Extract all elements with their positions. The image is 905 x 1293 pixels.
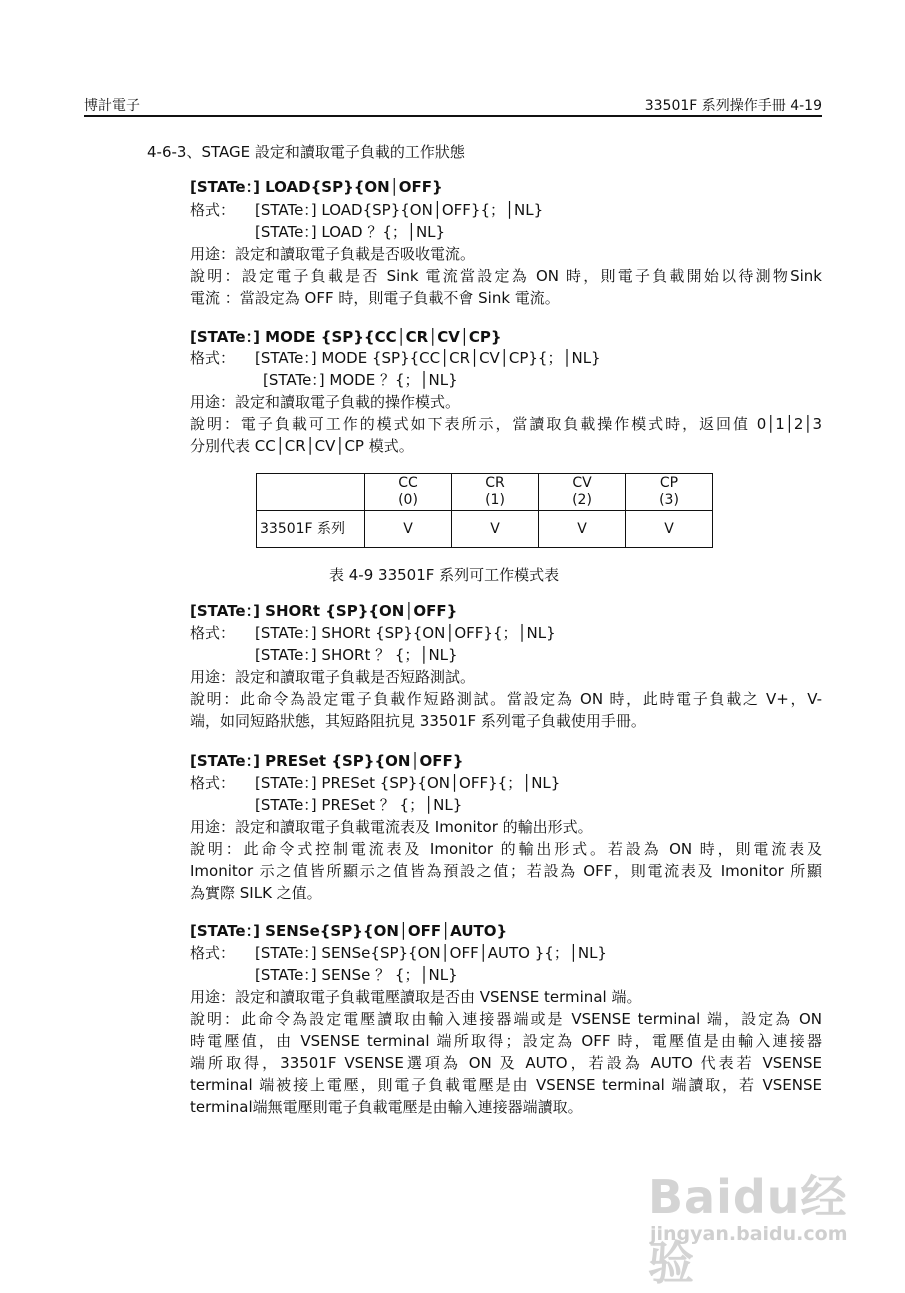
command-heading-load: [STATe：] LOAD{SP}{ON│OFF} — [190, 178, 443, 196]
usage-text: 用途：設定和讀取電子負載電壓讀取是否由 VSENSE terminal 端。 — [190, 988, 642, 1006]
format-line-set: [STATe：] MODE {SP}{CC│CR│CV│CP}{；│NL} — [255, 349, 601, 367]
description-line: terminal 端被接上電壓，則電子負載電壓是由 VSENSE terminal 端讀取，若 VSENSE — [190, 1076, 822, 1094]
table-row — [257, 474, 713, 511]
table-cell: V — [452, 511, 539, 548]
table-header-cell: CV (2) — [539, 474, 626, 511]
format-line-set: [STATe：] PRESet {SP}{ON│OFF}{；│NL} — [255, 774, 561, 792]
format-label: 格式： — [190, 349, 236, 367]
format-line-query: [STATe：] SHORt ？ {；│NL} — [255, 646, 458, 664]
description-line: 為實際 SILK 之值。 — [190, 884, 322, 902]
table-caption: 表 4-9 33501F 系列可工作模式表 — [329, 566, 560, 584]
description-line: 說明：電子負載可工作的模式如下表所示，當讀取負載操作模式時，返回值 0│1│2│3 — [190, 415, 822, 433]
description-line: 分別代表 CC│CR│CV│CP 模式。 — [190, 437, 414, 455]
command-heading-mode: [STATe：] MODE {SP}{CC│CR│CV│CP} — [190, 328, 502, 346]
format-line-set: [STATe：] LOAD{SP}{ON│OFF}{；│NL} — [255, 201, 544, 219]
description-line: 說明：設定電子負載是否 Sink 電流當設定為 ON 時，則電子負載開始以待測物Sink — [190, 267, 822, 285]
table-cell: V — [539, 511, 626, 548]
description-line: 說明：此命令為設定電壓讀取由輸入連接器端或是 VSENSE terminal 端，設定為 ON — [190, 1010, 822, 1028]
format-line-set: [STATe：] SENSe{SP}{ON│OFF│AUTO }{；│NL} — [255, 944, 607, 962]
header-manual-page: 33501F 系列操作手冊 4-19 — [644, 98, 822, 114]
watermark-url: jingyan.baidu.com — [650, 1223, 848, 1245]
format-label: 格式： — [190, 201, 236, 219]
format-line-set: [STATe：] SHORt {SP}{ON│OFF}{；│NL} — [255, 624, 556, 642]
table-corner-cell — [257, 474, 365, 511]
table-cell: V — [365, 511, 452, 548]
format-line-query: [STATe：] SENSe ？ {；│NL} — [255, 966, 458, 984]
description-line: terminal端無電壓則電子負載電壓是由輸入連接器端讀取。 — [190, 1098, 583, 1116]
table-cell: V — [626, 511, 713, 548]
command-heading-sense: [STATe：] SENSe{SP}{ON│OFF│AUTO} — [190, 922, 508, 940]
format-label: 格式： — [190, 624, 236, 642]
command-heading-short: [STATe：] SHORt {SP}{ON│OFF} — [190, 602, 458, 620]
table-row — [257, 511, 713, 548]
description-line: 說明：此命令式控制電流表及 Imonitor 的輸出形式。若設為 ON 時，則電流表及 — [190, 840, 822, 858]
description-line: 說明：此命令為設定電子負載作短路測試。當設定為 ON 時，此時電子負載之 V+，V- — [190, 690, 822, 708]
section-title: 4-6-3、STAGE 設定和讀取電子負載的工作狀態 — [147, 143, 465, 161]
usage-text: 用途：設定和讀取電子負載電流表及 Imonitor 的輸出形式。 — [190, 818, 593, 836]
page-header — [84, 93, 822, 117]
usage-text: 用途：設定和讀取電子負載是否短路測試。 — [190, 668, 476, 686]
description-line: 端所取得，33501F VSENSE選項為 ON 及 AUTO，若設為 AUTO 代表若 VSENSE — [190, 1054, 822, 1072]
format-line-query: [STATe：] LOAD ？{；│NL} — [255, 223, 446, 241]
table-row-label: 33501F 系列 — [257, 511, 365, 548]
command-heading-preset: [STATe：] PRESet {SP}{ON│OFF} — [190, 752, 464, 770]
description-line: 時電壓值，由 VSENSE terminal 端所取得；設定為 OFF 時，電壓值是由輸入連接器 — [190, 1032, 822, 1050]
format-line-query: [STATe：] PRESet ？ {；│NL} — [255, 796, 463, 814]
header-company: 博計電子 — [84, 98, 140, 114]
usage-text: 用途：設定和讀取電子負載的操作模式。 — [190, 393, 461, 411]
baidu-watermark — [648, 1155, 878, 1290]
description-line: 電流 ：當設定為 OFF 時，則電子負載不會 Sink 電流。 — [190, 289, 560, 307]
table-header-cell: CP (3) — [626, 474, 713, 511]
description-line: 端，如同短路狀態，其短路阻抗見 33501F 系列電子負載使用手冊。 — [190, 712, 646, 730]
watermark-logo: Baidu经验 — [648, 1170, 848, 1290]
format-label: 格式： — [190, 944, 236, 962]
mode-table — [256, 473, 713, 548]
format-line-query: [STATe：] MODE ？{；│NL} — [263, 371, 458, 389]
format-label: 格式： — [190, 774, 236, 792]
table-header-cell: CC (0) — [365, 474, 452, 511]
table-header-cell: CR (1) — [452, 474, 539, 511]
usage-text: 用途：設定和讀取電子負載是否吸收電流。 — [190, 245, 476, 263]
description-line: Imonitor 示之值皆所顯示之值皆為預設之值；若設為 OFF，則電流表及 Imonitor 所顯 — [190, 862, 822, 880]
